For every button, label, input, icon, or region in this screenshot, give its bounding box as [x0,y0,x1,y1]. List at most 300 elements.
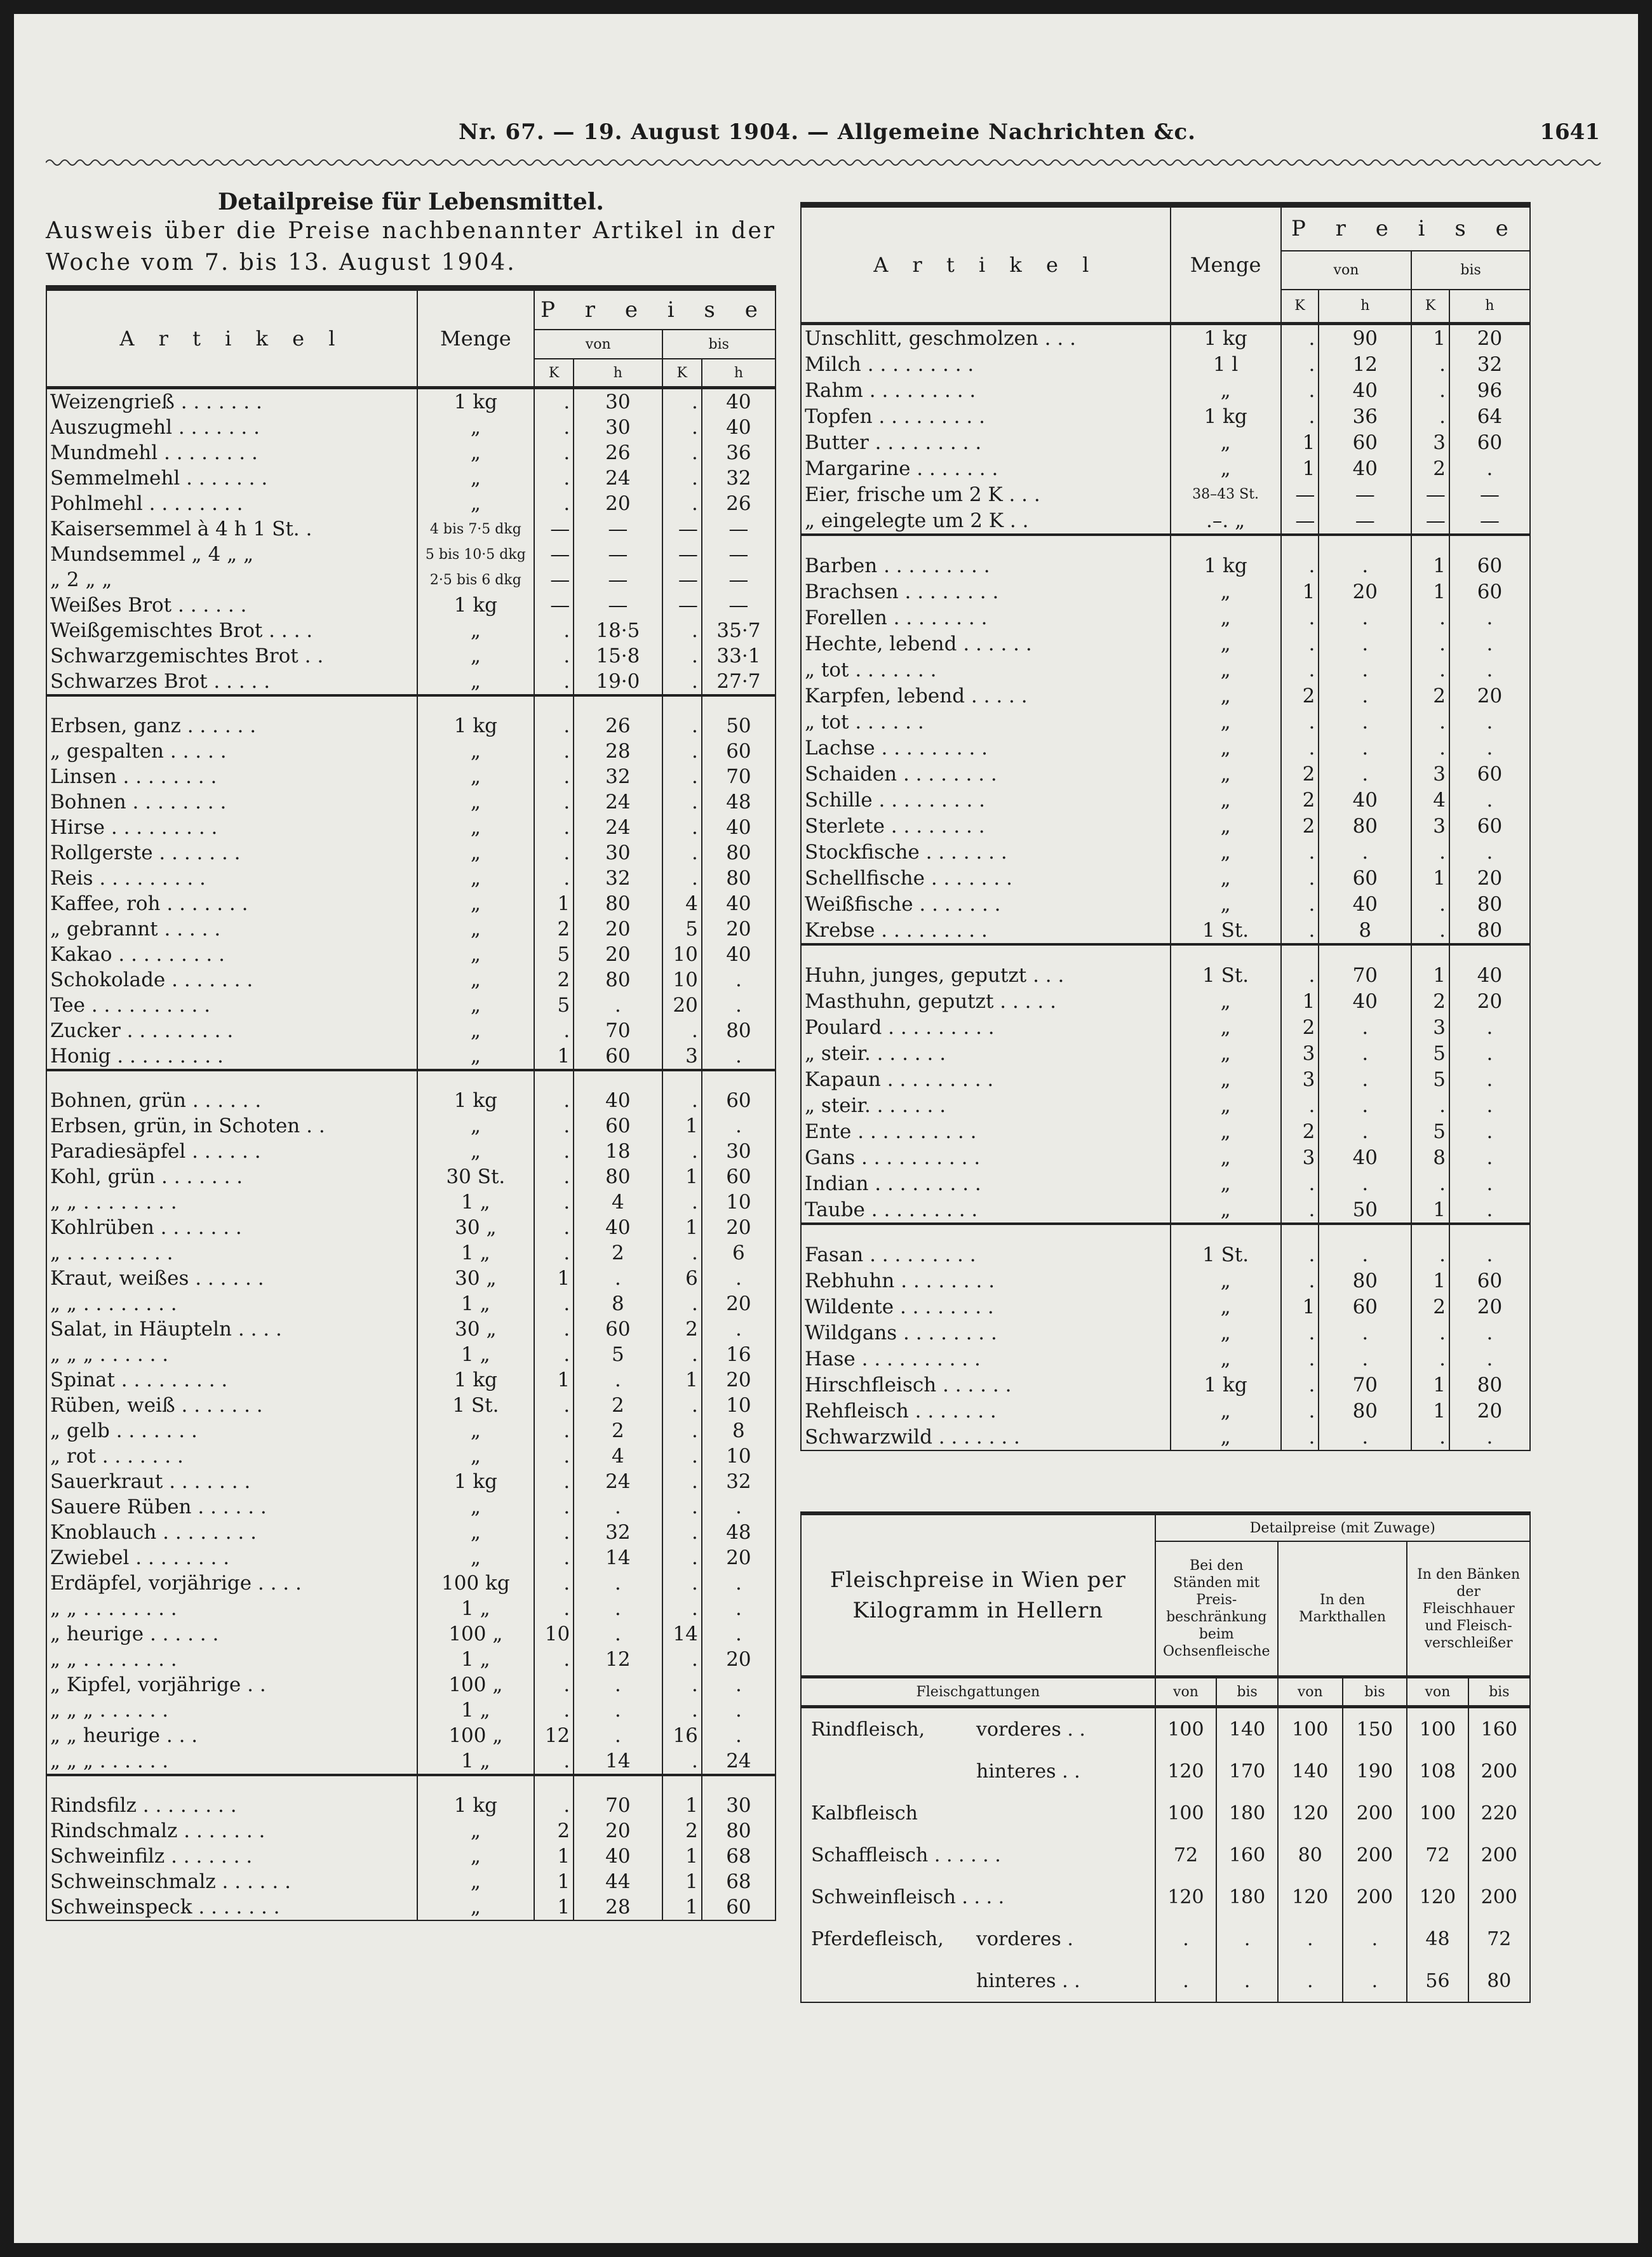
item-quantity: „ [417,491,534,516]
item-quantity: „ [417,1894,534,1920]
item-quantity: „ [1171,761,1281,787]
price-bis-h: . [1486,788,1493,812]
price-von-h: 15·8 [574,643,662,669]
price-bis-k: . [662,440,702,465]
price-bis-h: 40 [726,416,751,439]
price-von-h: . [574,1596,662,1621]
col-header-artikel: A r t i k e l [47,291,417,388]
table-row [47,491,775,516]
price-von-k: . [534,1088,574,1113]
item-name: Milch . . . . . . . . . [802,351,1171,377]
price-bis-k: . [662,1139,702,1164]
group-separator [47,695,775,713]
price-von-h: 24 [574,815,662,840]
item-quantity: „ [1171,1398,1281,1424]
price-von-h: 14 [574,1545,662,1571]
price-bis-k: . [662,1596,702,1621]
table-row [47,1443,775,1469]
price-von-h: 26 [574,440,662,465]
price-bis-k: 1 [1411,1398,1449,1424]
price-bis-k: . [662,388,702,415]
table-row [47,1367,775,1393]
price-bis-k: — [662,567,702,593]
price-von-k: . [1281,1242,1319,1268]
price-bis-h: 32 [726,467,751,490]
item-name: „ rot . . . . . . . [47,1443,417,1469]
item-name: Zwiebel . . . . . . . . [47,1545,417,1571]
table-row [47,618,775,643]
price-von-h: . [1319,735,1411,761]
table-row [47,1043,775,1070]
price-bis-h: — [729,568,749,591]
price-bis-k: 1 [1411,1268,1449,1294]
meat-price-von: . [1155,1918,1217,1960]
item-name: Schaiden . . . . . . . . [802,761,1171,787]
price-bis-h: 80 [726,1819,751,1842]
item-name: Karpfen, lebend . . . . . [802,683,1171,709]
price-bis-h: . [735,1496,742,1518]
col-header-von: von [1281,251,1412,290]
price-von-k: . [1281,1346,1319,1372]
price-von-h: 26 [574,713,662,739]
price-von-k: . [1281,891,1319,917]
item-quantity: 100 „ [417,1723,534,1748]
price-bis-k: . [1411,631,1449,657]
item-name: „ gebrannt . . . . . [47,916,417,942]
item-name: Schille . . . . . . . . . [802,787,1171,813]
item-name: „ eingelegte um 2 K . . [802,507,1171,535]
table-row [802,1242,1529,1268]
price-bis-k: — [1411,507,1449,535]
price-bis-k: . [1411,709,1449,735]
price-von-h: . [1319,1242,1411,1268]
price-bis-k: . [662,1189,702,1215]
price-bis-k: . [662,840,702,866]
price-bis-h: 16 [726,1343,751,1366]
meat-price-von: 120 [1407,1876,1468,1918]
price-bis-k: . [1411,917,1449,944]
meat-col-baenke: In den Bänken der Fleischhauer und Fleisch-verschleißer [1407,1541,1529,1677]
price-bis-h: 8 [732,1419,745,1442]
price-von-k: — [534,567,574,593]
col-header-h: h [702,359,775,388]
price-von-k: 1 [534,1043,574,1070]
item-quantity: 1 kg [1171,1372,1281,1398]
item-name: Hirschfleisch . . . . . . [802,1372,1171,1398]
item-name: „ gespalten . . . . . [47,739,417,764]
price-von-h: . [1319,605,1411,631]
col-header-von: von [534,330,662,359]
item-quantity: „ [1171,988,1281,1014]
item-name: Eier, frische um 2 K . . . [802,481,1171,507]
item-name: Kakao . . . . . . . . . [47,942,417,967]
price-von-h: — [574,567,662,593]
price-von-k: . [534,739,574,764]
item-quantity: „ [417,1139,534,1164]
price-bis-k: 2 [1411,455,1449,481]
price-bis-k: . [1411,1320,1449,1346]
price-von-h: . [1319,657,1411,683]
item-name: „ „ . . . . . . . . [47,1647,417,1672]
meat-bis: bis [1468,1677,1529,1707]
item-quantity: „ [417,643,534,669]
table-row [47,1723,775,1748]
item-name: Barben . . . . . . . . . [802,553,1171,579]
price-von-k: . [1281,839,1319,865]
table-row [802,683,1529,709]
item-quantity: 1 kg [1171,403,1281,429]
meat-kind-group: Rindfleisch, [811,1718,925,1741]
meat-price-bis: 200 [1481,1760,1517,1783]
price-bis-h: 68 [726,1870,751,1893]
price-von-h: 20 [574,1818,662,1844]
price-von-k: . [1281,962,1319,988]
price-bis-h: . [1486,1425,1493,1449]
price-von-k: . [534,866,574,891]
price-von-k: 2 [1281,787,1319,813]
price-bis-h: . [1486,736,1493,760]
price-von-h: 80 [574,967,662,993]
item-quantity: „ [1171,709,1281,735]
table-row [802,709,1529,735]
item-name: Weißes Brot . . . . . . [47,593,417,618]
price-von-h: . [574,1367,662,1393]
table-row [802,1118,1529,1144]
price-von-k: . [534,1215,574,1240]
right-price-table [800,202,1531,1451]
price-von-h: . [1319,553,1411,579]
item-name: Salat, in Häupteln . . . . [47,1316,417,1342]
price-bis-h: 20 [726,1546,751,1569]
item-name: „ heurige . . . . . . [47,1621,417,1647]
meat-bis: bis [1216,1677,1278,1707]
price-bis-k: 3 [1411,761,1449,787]
price-bis-h: . [1486,1243,1493,1266]
item-name: Wildente . . . . . . . . [802,1294,1171,1320]
price-bis-k: 3 [1411,1014,1449,1040]
item-name: Rebhuhn . . . . . . . . [802,1268,1171,1294]
price-von-k: 1 [534,891,574,916]
left-price-table [46,285,776,1921]
item-name: Huhn, junges, geputzt . . . [802,962,1171,988]
price-bis-h: . [1486,1041,1493,1065]
table-row [47,739,775,764]
item-name: Hase . . . . . . . . . . [802,1346,1171,1372]
price-von-k: 5 [534,993,574,1018]
item-quantity: „ [417,789,534,815]
price-von-k: . [534,415,574,440]
item-quantity: 1 kg [417,1367,534,1393]
table-row [802,891,1529,917]
price-bis-h: 80 [726,867,751,890]
price-von-k: . [1281,403,1319,429]
item-name: Poulard . . . . . . . . . [802,1014,1171,1040]
table-row [802,1144,1529,1170]
price-bis-k: 1 [1411,553,1449,579]
price-von-h: 18·5 [574,618,662,643]
price-bis-k: . [662,618,702,643]
meat-kind [802,1918,1155,1960]
item-quantity: 1 kg [417,713,534,739]
meat-price-bis: 170 [1216,1750,1278,1792]
item-name: Schwarzgemischtes Brot . . [47,643,417,669]
meat-detail-header: Detailpreise (mit Zuwage) [1155,1515,1529,1541]
price-von-h: 19·0 [574,669,662,695]
table-row [802,1040,1529,1066]
table-row [47,1621,775,1647]
price-von-k: . [1281,351,1319,377]
table-row [47,388,775,415]
item-quantity: „ [417,840,534,866]
price-von-h: 28 [574,739,662,764]
price-von-h: . [1319,1066,1411,1092]
price-von-h: 60 [1319,865,1411,891]
price-bis-k: 16 [662,1723,702,1748]
price-von-h: 80 [1319,1398,1411,1424]
price-von-h: 40 [574,1844,662,1869]
item-quantity: „ [1171,631,1281,657]
item-name: „ Kipfel, vorjährige . . [47,1672,417,1698]
price-von-h: 18 [574,1139,662,1164]
price-von-k: . [534,1418,574,1443]
price-von-h: . [574,1266,662,1291]
table-row [802,351,1529,377]
price-bis-h: . [735,1673,742,1696]
price-bis-k: . [662,1494,702,1520]
item-quantity: „ [417,967,534,993]
item-name: „ tot . . . . . . . [802,657,1171,683]
meat-price-von: 100 [1407,1792,1468,1834]
price-von-k: 1 [1281,988,1319,1014]
item-name: Kaisersemmel à 4 h 1 St. . [47,516,417,542]
price-bis-k: . [662,1018,702,1043]
table-row [802,1092,1529,1118]
price-von-k: . [1281,709,1319,735]
price-bis-h: . [735,1724,742,1747]
price-bis-h: 20 [726,918,751,941]
price-von-h: 30 [574,840,662,866]
price-bis-h: 33·1 [716,645,761,667]
price-von-k: . [534,1545,574,1571]
price-bis-k: . [662,1571,702,1596]
page-number: 1641 [1540,119,1600,145]
price-von-k: 2 [1281,1118,1319,1144]
meat-price-bis: . [1216,1960,1278,2002]
price-von-k: . [534,713,574,739]
price-von-h: 2 [574,1418,662,1443]
price-bis-k: . [662,465,702,491]
item-quantity: „ [417,1443,534,1469]
table-row [802,865,1529,891]
price-von-h: 4 [574,1189,662,1215]
item-name: „ steir. . . . . . . [802,1040,1171,1066]
price-bis-h: 20 [1477,1295,1503,1318]
meat-price-bis: 200 [1343,1876,1407,1918]
col-header-preise: P r e i s e [534,291,775,330]
table-row [47,1520,775,1545]
price-bis-k: . [662,1291,702,1316]
price-von-k: 1 [1281,429,1319,455]
price-von-k: — [534,516,574,542]
price-von-h: . [574,1723,662,1748]
item-name: Spinat . . . . . . . . . [47,1367,417,1393]
meat-table [802,1515,1529,2002]
price-von-h: . [1319,839,1411,865]
table-row [802,787,1529,813]
price-von-k: . [534,1164,574,1189]
price-von-k: . [534,1113,574,1139]
item-quantity: „ [1171,1066,1281,1092]
table-row [47,1494,775,1520]
item-name: Kohlrüben . . . . . . . [47,1215,417,1240]
item-name: „ „ „ . . . . . . [47,1342,417,1367]
item-name: „ steir. . . . . . . [802,1092,1171,1118]
price-von-h: 60 [1319,1294,1411,1320]
item-quantity: „ [1171,579,1281,605]
col-header-bis: bis [1411,251,1529,290]
item-name: „ „ . . . . . . . . [47,1189,417,1215]
meat-price-bis: 200 [1481,1844,1517,1866]
item-quantity: „ [417,1818,534,1844]
table-row [47,1189,775,1215]
price-von-k: . [534,669,574,695]
group-separator [47,1775,775,1793]
item-quantity: 1 kg [417,388,534,415]
col-header-preise: P r e i s e [1281,208,1529,251]
price-von-k: . [534,465,574,491]
item-name: Weißgemischtes Brot . . . . [47,618,417,643]
col-header-h: h [1319,290,1411,324]
table-row [47,1793,775,1818]
table-row [47,1894,775,1920]
meat-kind-group: Schaffleisch . . . . . . [811,1844,1001,1866]
price-von-k: — [1281,507,1319,535]
price-von-h: 40 [1319,988,1411,1014]
meat-row [802,1707,1529,1751]
meat-kind-sub: vorderes . [976,1927,1073,1950]
price-von-k: . [534,440,574,465]
price-bis-h: . [1486,1172,1493,1195]
price-bis-k: . [662,739,702,764]
table-row [802,429,1529,455]
meat-row [802,1834,1529,1876]
item-quantity: „ [417,1418,534,1443]
table-row [802,813,1529,839]
price-von-k: . [534,1443,574,1469]
price-von-k: 1 [534,1266,574,1291]
price-von-k: . [1281,865,1319,891]
meat-price-von: 108 [1407,1750,1468,1792]
article-subtitle: Ausweis über die Preise nachbenannter Artikel in der Woche vom 7. bis 13. August 1904. [46,218,776,276]
item-quantity: 30 „ [417,1266,534,1291]
price-bis-h: . [1486,1146,1493,1169]
meat-kind-sub: hinteres . . [976,1969,1080,1992]
table-row [47,1672,775,1698]
price-von-h: 20 [574,491,662,516]
price-von-k: . [534,618,574,643]
meat-price-bis: 180 [1216,1876,1278,1918]
price-bis-h: . [735,1572,742,1595]
price-von-h: 36 [1319,403,1411,429]
price-von-k: 2 [534,1818,574,1844]
price-bis-h: . [1486,840,1493,864]
item-quantity: 100 kg [417,1571,534,1596]
price-bis-k: 3 [1411,429,1449,455]
table-row [47,866,775,891]
item-quantity: „ [1171,1014,1281,1040]
item-quantity: „ [1171,735,1281,761]
price-von-k: . [534,491,574,516]
price-bis-k: — [662,516,702,542]
price-von-h: 80 [574,891,662,916]
item-quantity: „ [1171,1170,1281,1196]
price-table [802,208,1529,1450]
table-row [47,1113,775,1139]
item-quantity: „ [1171,1268,1281,1294]
item-quantity: 1 St. [1171,1242,1281,1268]
price-bis-k: . [1411,735,1449,761]
item-name: Rindsfilz . . . . . . . . [47,1793,417,1818]
price-von-k: 1 [534,1894,574,1920]
price-von-k: . [1281,1196,1319,1224]
price-von-h: . [1319,1040,1411,1066]
item-quantity: 1 „ [417,1698,534,1723]
price-bis-k: — [662,542,702,567]
item-name: Sauerkraut . . . . . . . [47,1469,417,1494]
price-bis-h: 80 [726,841,751,864]
price-bis-h: 80 [726,1019,751,1042]
price-bis-k: 1 [1411,579,1449,605]
item-quantity: „ [417,866,534,891]
table-row [802,553,1529,579]
table-row [802,962,1529,988]
table-row [47,713,775,739]
meat-kind [802,1876,1155,1918]
group-separator [802,944,1529,962]
price-von-k: 1 [534,1367,574,1393]
price-bis-h: 48 [726,791,751,814]
item-name: Topfen . . . . . . . . . [802,403,1171,429]
item-quantity: „ [417,942,534,967]
table-row [802,1294,1529,1320]
price-bis-h: 60 [1477,431,1503,454]
item-name: Rehfleisch . . . . . . . [802,1398,1171,1424]
item-quantity: „ [417,440,534,465]
item-quantity: „ [1171,1294,1281,1320]
price-von-h: 80 [1319,1268,1411,1294]
item-quantity: „ [417,916,534,942]
price-von-h: 60 [574,1316,662,1342]
price-bis-h: 60 [1477,580,1503,603]
item-name: Erbsen, grün, in Schoten . . [47,1113,417,1139]
table-row [47,516,775,542]
price-bis-k: . [1411,1170,1449,1196]
price-von-h: 60 [574,1113,662,1139]
price-bis-h: 60 [726,1165,751,1188]
price-von-k: . [534,1596,574,1621]
price-von-h: 70 [1319,1372,1411,1398]
item-quantity: 1 „ [417,1342,534,1367]
item-quantity: 1 „ [417,1189,534,1215]
item-name: Reis . . . . . . . . . [47,866,417,891]
item-quantity: „ [1171,1196,1281,1224]
price-von-k: 3 [1281,1144,1319,1170]
price-von-k: . [534,1647,574,1672]
price-von-k: . [534,1139,574,1164]
meat-price-von: 120 [1155,1876,1217,1918]
item-quantity: 38–43 St. [1171,481,1281,507]
price-von-k: . [1281,1268,1319,1294]
